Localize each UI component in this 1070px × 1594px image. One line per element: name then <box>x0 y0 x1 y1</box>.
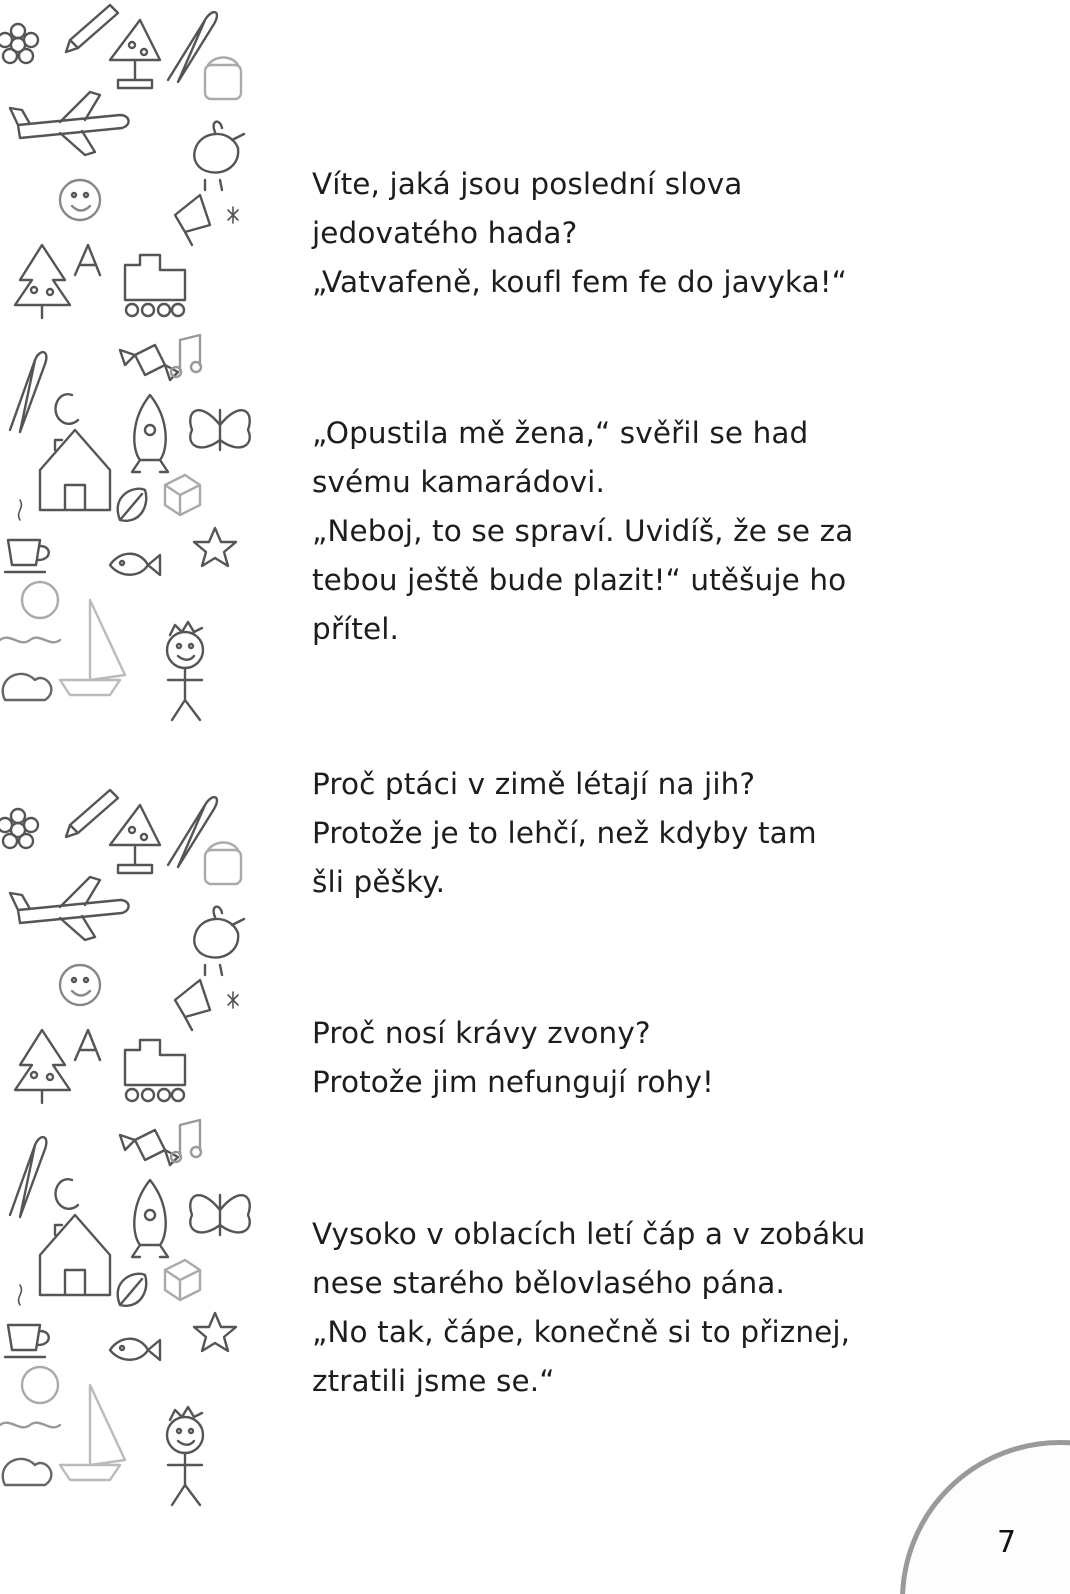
joke-line: Proč nosí krávy zvony? <box>312 1016 651 1050</box>
joke-3 <box>312 760 872 907</box>
joke-line: přítel. <box>312 612 400 646</box>
joke-line: Proč ptáci v zimě létají na jih? <box>312 767 756 801</box>
joke-line: nese starého bělovlasého pána. <box>312 1266 785 1300</box>
joke-line: Vysoko v oblacích letí čáp a v zobáku <box>312 1217 866 1251</box>
joke-line: tebou ještě bude plazit!“ utěšuje ho <box>312 563 847 597</box>
joke-line: Protože jim nefungují rohy! <box>312 1065 714 1099</box>
joke-line: ztratili jsme se.“ <box>312 1364 555 1398</box>
joke-line: „No tak, čápe, konečně si to přiznej, <box>312 1315 851 1349</box>
joke-line: „Opustila mě žena,“ svěřil se had <box>312 416 809 450</box>
joke-2 <box>312 409 872 654</box>
page-number: 7 <box>997 1525 1017 1560</box>
joke-line: šli pěšky. <box>312 865 446 899</box>
doodle-pattern-icon <box>0 0 255 1594</box>
joke-5 <box>312 1210 872 1406</box>
page-corner-circle <box>900 1440 1070 1594</box>
joke-line: „Neboj, to se spraví. Uvidíš, že se za <box>312 514 854 548</box>
joke-1 <box>312 160 872 307</box>
doodle-tile <box>0 5 250 720</box>
joke-line: jedovatého hada? <box>312 216 578 250</box>
joke-line: „Vatvafeně, koufl fem fe do javyka!“ <box>312 265 848 299</box>
joke-line: svému kamarádovi. <box>312 465 605 499</box>
joke-line: Víte, jaká jsou poslední slova <box>312 167 743 201</box>
joke-line: Protože je to lehčí, než kdyby tam <box>312 816 817 850</box>
joke-4 <box>312 1009 872 1107</box>
